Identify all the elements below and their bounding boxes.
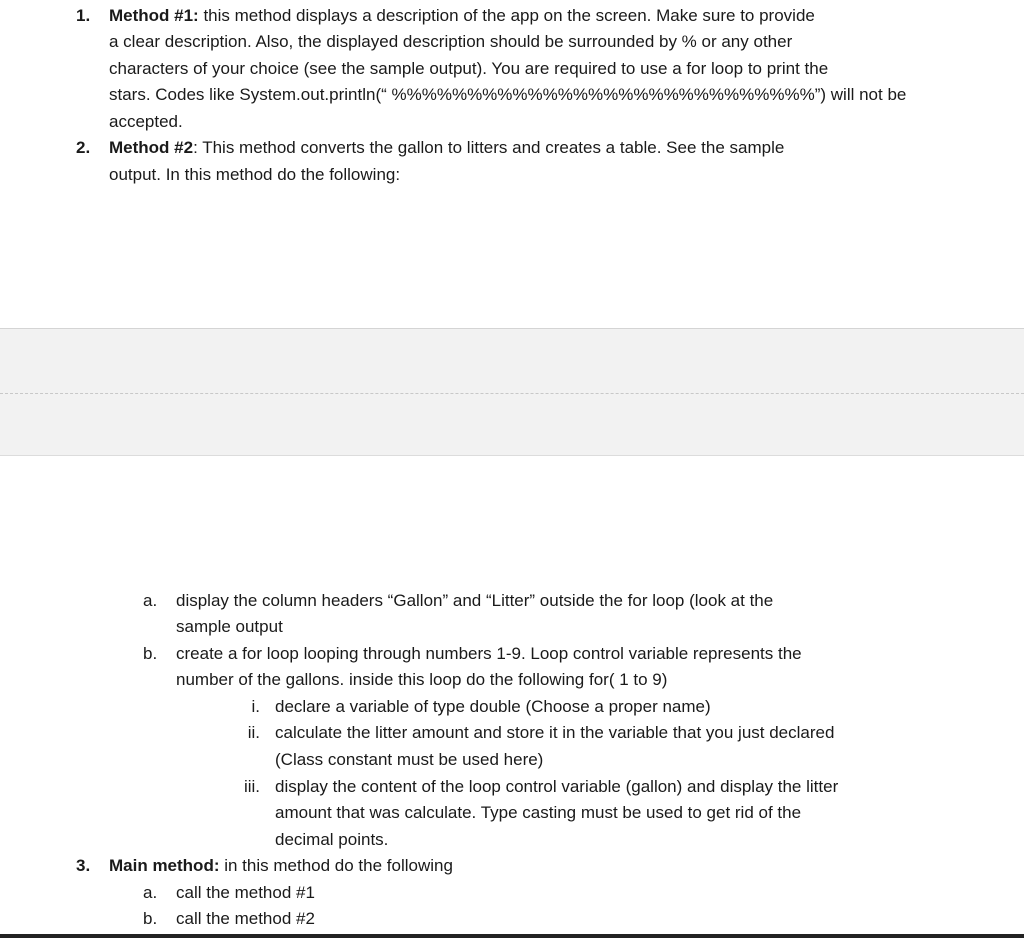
item3-line-1: Main method: in this method do the following xyxy=(109,856,453,875)
item2-line-1: Method #2: This method converts the gallon to litters and creates a table. See the sample xyxy=(109,138,785,157)
item2a-line-1: display the column headers “Gallon” and “Litter” outside the for loop (look at the xyxy=(176,591,774,610)
roman-iii: iii. xyxy=(243,777,260,796)
list-number-1: 1. xyxy=(76,6,91,25)
bottom-border xyxy=(0,934,1024,938)
item1-line-4: stars. Codes like System.out.println(“ %%%%%%%%%%%%%%%%%%%%%%%%%%%%”) will not be xyxy=(109,85,907,104)
item3-sub-b-text: call the method #2 xyxy=(176,909,315,928)
item2a-line-2: sample output xyxy=(176,617,283,636)
page-break-dashed-line xyxy=(0,393,1024,394)
item2b-line-2: number of the gallons. inside this loop do the following for( 1 to 9) xyxy=(176,670,668,689)
item2b-i-line-1: declare a variable of type double (Choose a proper name) xyxy=(275,697,711,716)
item2b-iii-line-2: amount that was calculate. Type casting must be used to get rid of the xyxy=(275,803,802,822)
page-break-band xyxy=(0,328,1024,456)
item3-sub-letter-a: a. xyxy=(143,883,158,902)
item1-lead: Method #1: xyxy=(109,6,199,25)
item3-sub-letter-b: b. xyxy=(143,909,158,928)
sub-letter-a: a. xyxy=(143,591,158,610)
item2-lead: Method #2 xyxy=(109,138,194,157)
item2b-iii-line-3: decimal points. xyxy=(275,830,389,849)
item3-lead: Main method: xyxy=(109,856,220,875)
item2b-ii-line-1: calculate the litter amount and store it in the variable that you just declared xyxy=(275,723,835,742)
roman-i: i. xyxy=(251,697,260,716)
item2b-line-1: create a for loop looping through numbers 1-9. Loop control variable represents the xyxy=(176,644,802,663)
item2-line-2: output. In this method do the following: xyxy=(109,165,401,184)
item1-line-1: Method #1: this method displays a description of the app on the screen. Make sure to provide xyxy=(109,6,815,25)
item2b-iii-line-1: display the content of the loop control variable (gallon) and display the litter xyxy=(275,777,839,796)
item3-sub-a-text: call the method #1 xyxy=(176,883,315,902)
roman-ii: ii. xyxy=(247,723,260,742)
item2b-ii-line-2: (Class constant must be used here) xyxy=(275,750,544,769)
item1-line-5: accepted. xyxy=(109,112,183,131)
sub-letter-b: b. xyxy=(143,644,158,663)
list-number-3: 3. xyxy=(76,856,91,875)
list-number-2: 2. xyxy=(76,138,91,157)
item1-line-2: a clear description. Also, the displayed description should be surrounded by % or any other xyxy=(109,32,793,51)
item1-line-3: characters of your choice (see the sample output). You are required to use a for loop to print the xyxy=(109,59,829,78)
